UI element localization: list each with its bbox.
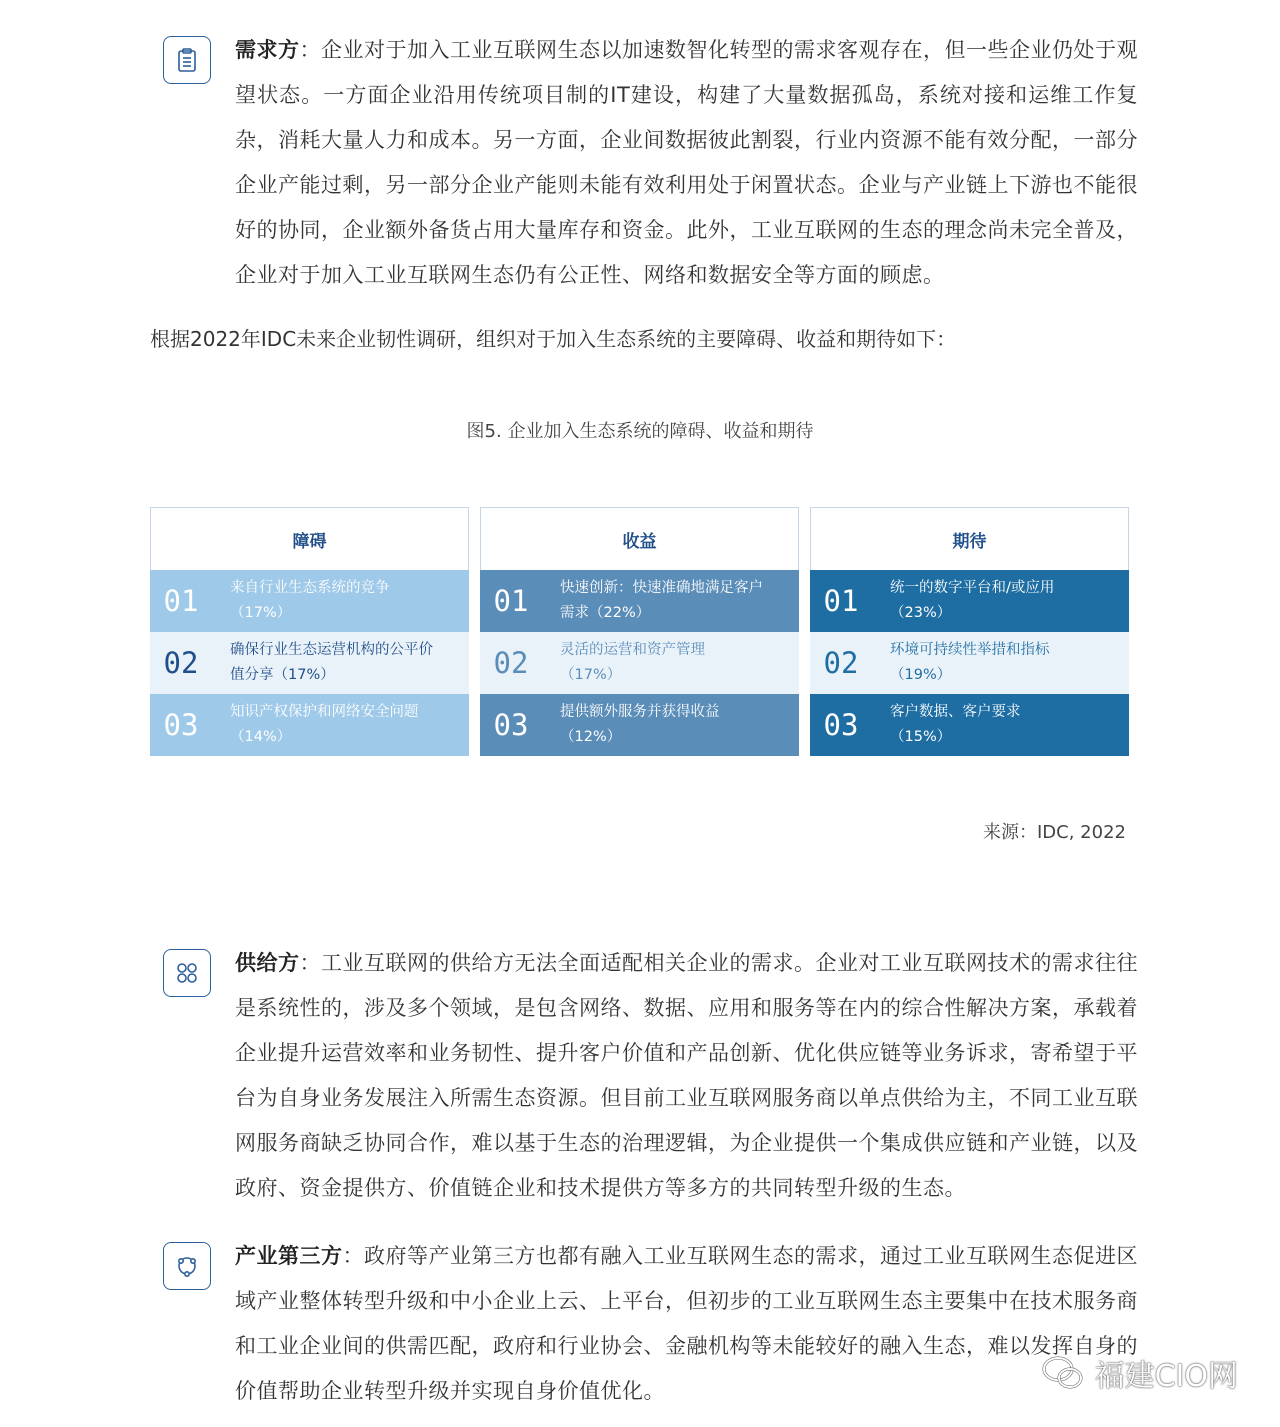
- row-label-line1: 提供额外服务并获得收益: [560, 704, 720, 720]
- row-label: [872, 576, 1129, 626]
- row-label-line2: 需求（22%）: [560, 605, 651, 621]
- column-obstacles: [150, 507, 469, 757]
- row-label-line2: （23%）: [890, 605, 952, 621]
- third-party-label: 产业第三方: [235, 1244, 343, 1268]
- row-label: [872, 700, 1129, 750]
- row-label: [212, 638, 469, 688]
- table-row: [480, 694, 799, 756]
- row-number: 02: [823, 646, 859, 680]
- column-title: 障碍: [150, 507, 469, 570]
- row-label-line2: 值分享（17%）: [230, 667, 335, 683]
- third-party-text: ：政府等产业第三方也都有融入工业互联网生态的需求，通过工业互联网生态促进区域产业整体转型升级和中小企业上云、上平台，但初步的工业互联网生态主要集中在技术服务商和工业企业间的供需匹配，政府和行业协会、金融机构等未能较好的融入生态，难以发挥自身的价值帮助企业转型升级并实现自身价值优化。: [235, 1244, 1138, 1403]
- row-label-line2: （17%）: [560, 667, 622, 683]
- row-label-line2: （12%）: [560, 729, 622, 745]
- row-number: 01: [163, 584, 199, 618]
- row-number: 02: [163, 646, 199, 680]
- intro-text: 根据2022年IDC未来企业韧性调研，组织对于加入生态系统的主要障碍、收益和期待如下：: [150, 327, 957, 351]
- row-label-line1: 统一的数字平台和/或应用: [890, 580, 1055, 596]
- column-title: 期待: [810, 507, 1129, 570]
- row-label-line1: 环境可持续性举措和指标: [890, 642, 1050, 658]
- column-benefits: [480, 507, 799, 757]
- row-label-line1: 灵活的运营和资产管理: [560, 642, 705, 658]
- demand-text: ：企业对于加入工业互联网生态以加速数智化转型的需求客观存在，但一些企业仍处于观望状态。一方面企业沿用传统项目制的IT建设，构建了大量数据孤岛，系统对接和运维工作复杂，消耗大量人力和成本。另一方面，企业间数据彼此割裂，行业内资源不能有效分配，一部分企业产能过剩，另一部分企业产能则未能有效利用处于闲置状态。企业与产业链上下游也不能很好的协同，企业额外备货占用大量库存和资金。此外，工业互联网的生态的理念尚未完全普及，企业对于加入工业互联网生态仍有公正性、网络和数据安全等方面的顾虑。: [235, 38, 1138, 287]
- table-row: [810, 632, 1129, 694]
- row-number: 01: [823, 584, 859, 618]
- row-number: 03: [163, 708, 199, 742]
- supply-text: ：工业互联网的供给方无法全面适配相关企业的需求。企业对工业互联网技术的需求往往是系统性的，涉及多个领域，是包含网络、数据、应用和服务等在内的综合性解决方案，承载着企业提升运营效率和业务韧性、提升客户价值和产品创新、优化供应链等业务诉求，寄希望于平台为自身业务发展注入所需生态资源。但目前工业互联网服务商以单点供给为主，不同工业互联网服务商缺乏协同合作，难以基于生态的治理逻辑，为企业提供一个集成供应链和产业链，以及政府、资金提供方、价值链企业和技术提供方等多方的共同转型升级的生态。: [235, 951, 1138, 1200]
- column-expectations: [810, 507, 1129, 757]
- table-row: [810, 570, 1129, 632]
- network-icon: [163, 1242, 211, 1290]
- row-label-line2: （14%）: [230, 729, 292, 745]
- row-label: [542, 576, 799, 626]
- wechat-icon: [1041, 1353, 1085, 1393]
- row-number: 02: [493, 646, 529, 680]
- row-label: [212, 576, 469, 626]
- grid-icon: [163, 949, 211, 997]
- row-label-line2: （19%）: [890, 667, 952, 683]
- supply-paragraph: [235, 941, 1138, 1211]
- row-label: [542, 700, 799, 750]
- row-number: 03: [493, 708, 529, 742]
- row-number: 01: [493, 584, 529, 618]
- figure-source: 来源：IDC, 2022: [983, 822, 1126, 843]
- row-label-line1: 确保行业生态运营机构的公平价: [230, 642, 433, 658]
- row-label: [872, 638, 1129, 688]
- third-party-paragraph: [235, 1234, 1138, 1414]
- column-title: 收益: [480, 507, 799, 570]
- table-row: [150, 570, 469, 632]
- row-label-line1: 知识产权保护和网络安全问题: [230, 704, 419, 720]
- row-label-line1: 快速创新：快速准确地满足客户: [560, 580, 763, 596]
- row-number: 03: [823, 708, 859, 742]
- table-row: [150, 694, 469, 756]
- table-row: [480, 570, 799, 632]
- row-label: [542, 638, 799, 688]
- row-label-line2: （15%）: [890, 729, 952, 745]
- table-row: [150, 632, 469, 694]
- row-label-line1: 客户数据、客户要求: [890, 704, 1021, 720]
- row-label-line1: 来自行业生态系统的竞争: [230, 580, 390, 596]
- table-row: [480, 632, 799, 694]
- row-label: [212, 700, 469, 750]
- row-label-line2: （17%）: [230, 605, 292, 621]
- figure-caption: 图5. 企业加入生态系统的障碍、收益和期待: [466, 421, 814, 442]
- watermark-text: 福建CIO网: [1094, 1359, 1238, 1394]
- supply-label: 供给方: [235, 951, 300, 975]
- clipboard-icon: [163, 36, 211, 84]
- watermark: [1041, 1351, 1238, 1395]
- demand-paragraph: [235, 28, 1138, 298]
- table-row: [810, 694, 1129, 756]
- demand-label: 需求方: [235, 38, 300, 62]
